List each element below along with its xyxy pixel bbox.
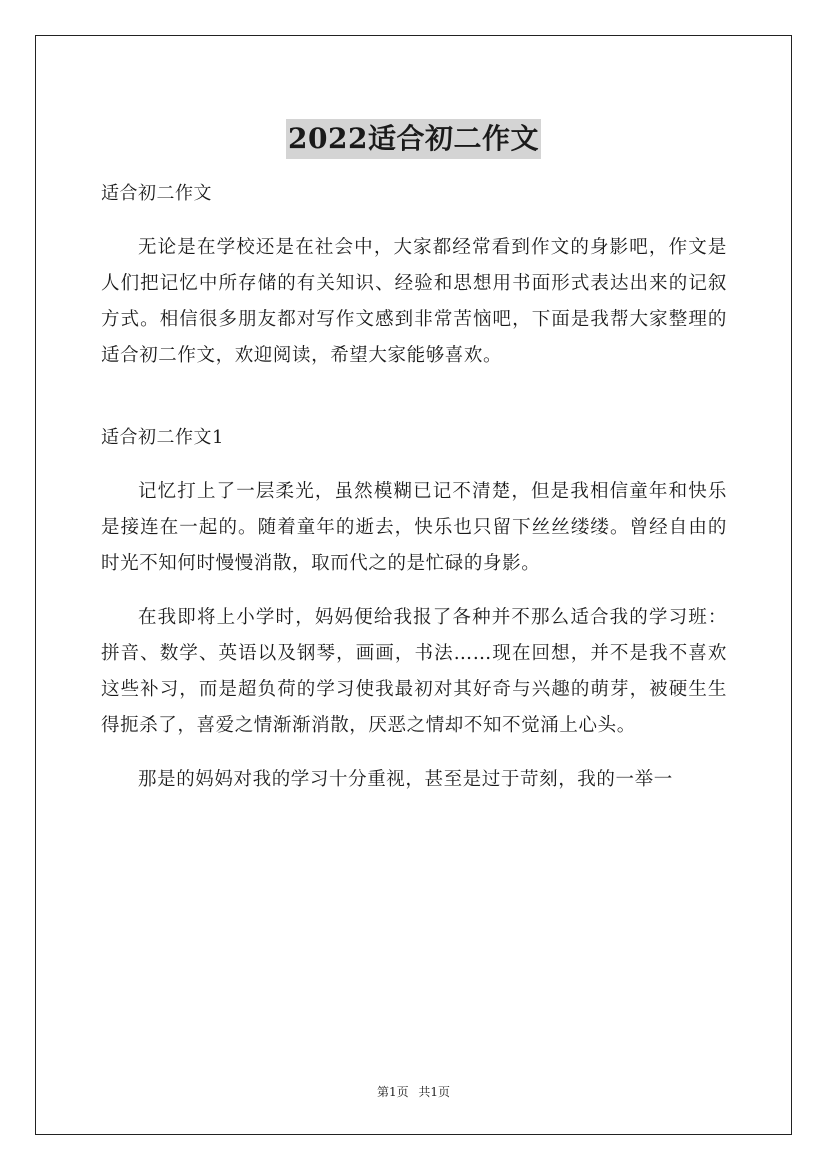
- paragraph-essay1-3: 那是的妈妈对我的学习十分重视，甚至是过于苛刻，我的一举一: [138, 769, 673, 790]
- page-total: 共1页: [418, 1085, 451, 1099]
- document-title: 2022适合初二作文: [286, 119, 541, 159]
- title-container: [0, 100, 827, 178]
- paragraph-essay1-2: 在我即将上小学时，妈妈便给我报了各种并不那么适合我的学习班：拼音、数学、英语以及钢琴，画画，书法……现在回想，并不是我不喜欢这些补习，而是超负荷的学习使我最初对其好奇与兴趣的萌芽，被硬生生得扼杀了，喜爱之情渐渐消散，厌恶之情却不知不觉涌上心头。: [101, 607, 727, 736]
- paragraph-intro: 无论是在学校还是在社会中，大家都经常看到作文的身影吧，作文是人们把记忆中所存储的有关知识、经验和思想用书面形式表达出来的记叙方式。相信很多朋友都对写作文感到非常苦恼吧，下面是我帮大家整理的适合初二作文，欢迎阅读，希望大家能够喜欢。: [101, 237, 727, 366]
- page-footer: [0, 1083, 827, 1101]
- section-heading-intro: 适合初二作文: [101, 183, 212, 204]
- page-number: 第1页: [376, 1085, 409, 1099]
- section-heading-essay-1: 适合初二作文1: [101, 427, 224, 448]
- document-body: [101, 176, 727, 798]
- paragraph-essay1-1: 记忆打上了一层柔光，虽然模糊已记不清楚，但是我相信童年和快乐是接连在一起的。随着童年的逝去，快乐也只留下丝丝缕缕。曾经自由的时光不知何时慢慢消散，取而代之的是忙碌的身影。: [101, 481, 727, 574]
